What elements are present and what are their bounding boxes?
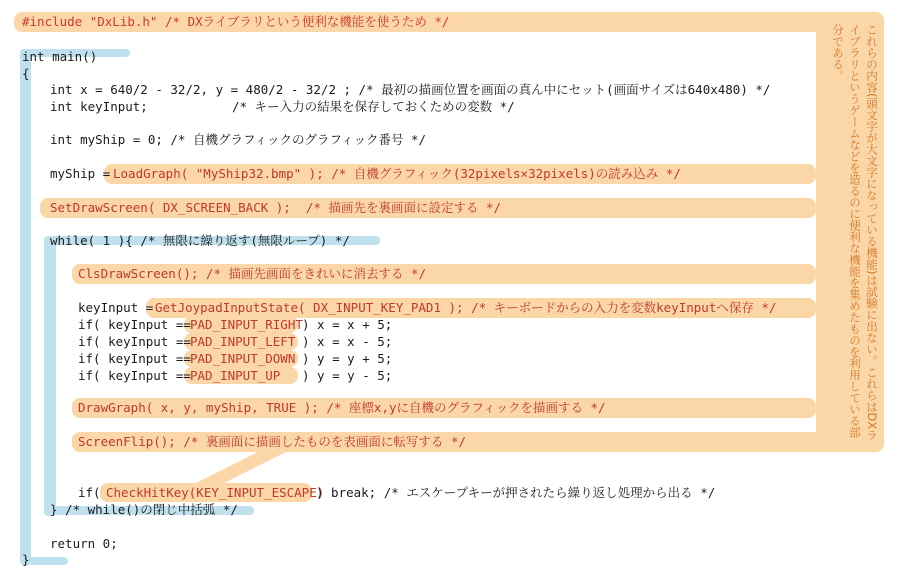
main-close-brace: } xyxy=(22,552,30,567)
checkhitkey-call: CheckHitKey(KEY_INPUT_ESCAPE) xyxy=(106,485,325,500)
return-line: return 0; xyxy=(50,536,118,551)
note-text: これらの内容(頭文字が大文字になっている機能)は試験に出ない。これらはDXライブラリというゲームなどを造るのに便利な機能を集めたものを利用している部分である。 xyxy=(831,24,879,441)
pad-input-left: PAD_INPUT_LEFT xyxy=(190,334,296,349)
screenflip-line: ScreenFlip(); /* 裏画面に描画したものを表画面に転写する */ xyxy=(78,434,467,449)
if-right-tail: ) x = x + 5; xyxy=(302,317,393,332)
if-right-prefix: if( keyInput == xyxy=(78,317,191,332)
decl-myship-line: int myShip = 0; /* 自機グラフィックのグラフィック番号 */ xyxy=(50,132,427,147)
if-hit-prefix: if( xyxy=(78,485,101,500)
decl-xy-line: int x = 640/2 - 32/2, y = 480/2 - 32/2 ; /* 最初の描画位置を画面の真ん中にセット(画面サイズは640x480) */ xyxy=(50,82,771,97)
load-lhs: myShip = xyxy=(50,166,118,181)
if-down-tail: ) y = y + 5; xyxy=(302,351,393,366)
decl-keyinput-comment: /* キー入力の結果を保存しておくための変数 */ xyxy=(232,99,515,114)
decl-keyinput: int keyInput; xyxy=(50,99,148,114)
drawgraph-line: DrawGraph( x, y, myShip, TRUE ); /* 座標x,yに自機のグラフィックを描画する */ xyxy=(78,400,606,415)
main-open-brace: { xyxy=(22,66,30,81)
if-left-prefix: if( keyInput == xyxy=(78,334,191,349)
pad-input-up: PAD_INPUT_UP xyxy=(190,368,281,383)
main-signature: int main() xyxy=(22,49,98,64)
key-lhs: keyInput = xyxy=(78,300,161,315)
include-line: #include "DxLib.h" /* DXライブラリという便利な機能を使うため */ xyxy=(22,14,450,29)
if-left-tail: ) x = x - 5; xyxy=(302,334,393,349)
if-hit-tail: ) break; /* エスケープキーが押されたら繰り返し処理から出る */ xyxy=(316,485,716,500)
if-down-prefix: if( keyInput == xyxy=(78,351,191,366)
pad-input-right: PAD_INPUT_RIGHT xyxy=(190,317,303,332)
clsdrawscreen-line: ClsDrawScreen(); /* 描画先画面をきれいに消去する */ xyxy=(78,266,427,281)
if-up-prefix: if( keyInput == xyxy=(78,368,191,383)
if-up-tail: ) y = y - 5; xyxy=(302,368,393,383)
getjoypad-call: GetJoypadInputState( DX_INPUT_KEY_PAD1 ); /* キーボードからの入力を変数keyInputへ保存 */ xyxy=(155,300,777,315)
main-bracket-side xyxy=(20,52,31,564)
pad-input-down: PAD_INPUT_DOWN xyxy=(190,351,296,366)
loadgraph-call: LoadGraph( "MyShip32.bmp" ); /* 自機グラフィック(32pixels×32pixels)の読み込み */ xyxy=(113,166,681,181)
while-line: while( 1 ){ /* 無限に繰り返す(無限ループ) */ xyxy=(50,233,350,248)
setdrawscreen-line: SetDrawScreen( DX_SCREEN_BACK ); /* 描画先を裏画面に設定する */ xyxy=(50,200,502,215)
while-close-line: } /* while()の閉じ中括弧 */ xyxy=(50,502,238,517)
while-bracket-side xyxy=(44,240,56,516)
